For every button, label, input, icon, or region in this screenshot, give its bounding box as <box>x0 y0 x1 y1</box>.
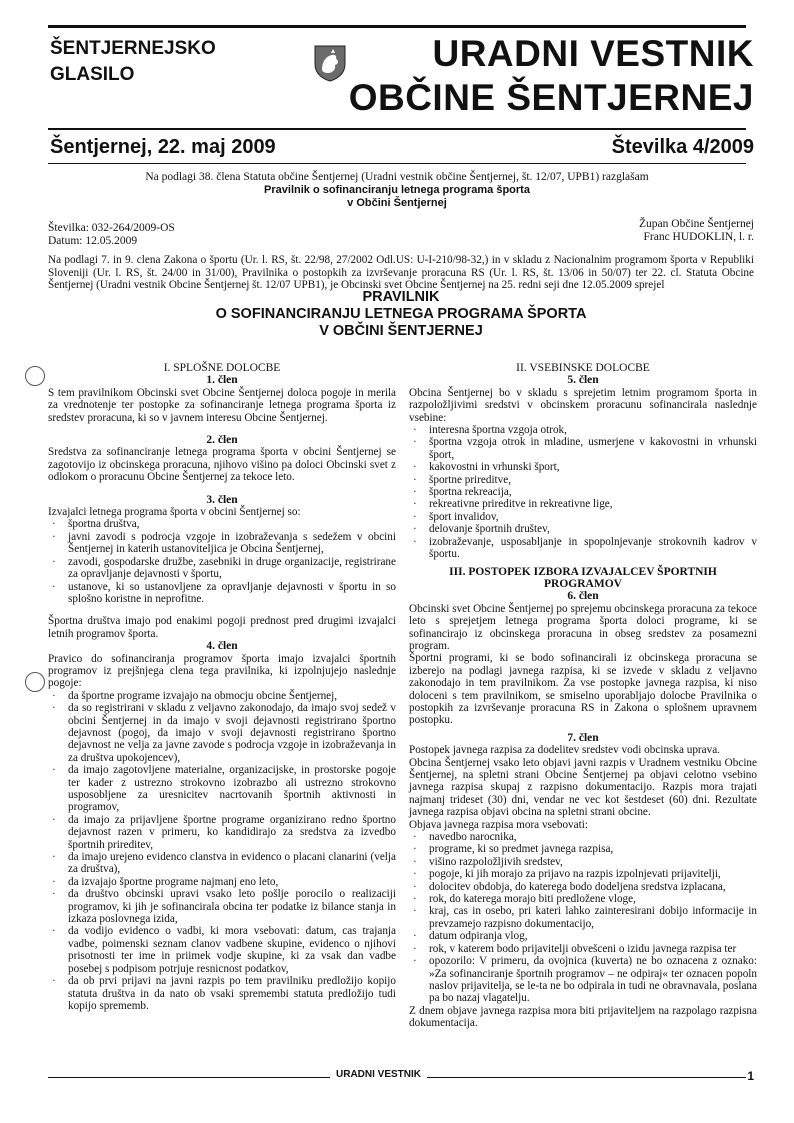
article-text: Pravico do sofinanciranja programov športa imajo izvajalci športnih programov iz prejšnjega clena tega pravilnika, ki izpolnjujejo naslednje pogoje: <box>48 652 396 690</box>
provider-list <box>48 518 396 605</box>
promulgation-title2: v Občini Šentjernej <box>347 197 447 209</box>
conditions-list <box>48 690 396 1013</box>
article-text: Z dnem objave javnega razpisa mora biti prijaviteljem na razpolago razpisna dokumentacija. <box>409 1004 757 1030</box>
punch-hole-icon <box>25 366 45 386</box>
regulation-title-line1: PRAVILNIK <box>362 289 440 305</box>
article-heading: 7. člen <box>567 731 599 744</box>
list-item: · rok, do katerega morajo biti predložene vloge, <box>409 893 757 905</box>
list-item: · da vodijo evidenco o vadbi, ki mora vsebovati: datum, cas trajanja vadbe, poimenski seznam clanov vadbene skupine, evidenco o njihovi prisotnosti ter ime in priimek vodje skupine, ki za vsak dan vadbe posebej s podpisom potrjuje resnicnost podatkov, <box>48 925 396 975</box>
list-item: · dolocitev obdobja, do katerega bodo dodeljena sredstva izplacana, <box>409 881 757 893</box>
list-item: · da imajo zagotovljene materialne, organizacijske, in prostorske pogoje ter kader z ustrezno strokovno izobrazbo ali ustrezno strokovno usposobljene za uresnicitev nacrtovanih športnih aktivnosti in programov, <box>48 764 396 814</box>
promulgation <box>48 171 746 210</box>
article-heading: 2. člen <box>206 434 238 447</box>
list-item: · kakovostni in vrhunski šport, <box>409 461 757 473</box>
regulation-title-line3: V OBČINI ŠENTJERNEJ <box>319 323 483 339</box>
announcement-contents-list <box>409 831 757 1005</box>
publication-name-line1: ŠENTJERNEJSKO <box>50 38 216 59</box>
article-text: Obcina Šentjernej vsako leto objavi javni razpis v Uradnem vestniku Obcine Šentjernej, na spletni strani Obcine Šentjernej pa objavi celotno vsebino javnega razpisa skupaj z razpisno dokumentacijo. Razpis mora trajati najmanj trideset (30) dni, vendar ne vec kot šestdeset (60) dni. Rezultate javnega razpisa objavi obcina na spletni strani obcine. <box>409 756 757 819</box>
article-heading: 6. člen <box>567 590 599 603</box>
article-text: Obcinski svet Obcine Šentjernej po sprejemu obcinskega proracuna za tekoce leto s sprejetjem letnega programa športa doloci programe, ki se sofinancirajo iz obcinskega proracuna in obseg sredstev za posamezni program. <box>409 602 757 652</box>
list-item: · športna društva, <box>48 518 396 530</box>
publication-name-line2: GLASILO <box>50 64 135 85</box>
list-item: · športna vzgoja otrok in mladine, usmerjene v kakovostni in vrhunski šport, <box>409 436 757 461</box>
list-item: · kraj, cas in osebo, pri kateri lahko zainteresirani dobijo informacije in prevzamejo razpisno dokumentacijo, <box>409 905 757 930</box>
page-number: 1 <box>747 1069 754 1083</box>
list-item: · da imajo za prijavljene športne programe organizirano redno športno dejavnost razen v primeru, ko kandidirajo za sredstva za izvedbo športnih prireditev, <box>48 814 396 851</box>
list-item: · rok, v katerem bodo prijavitelji obvešceni o izidu javnega razpisa ter <box>409 943 757 955</box>
list-item: · da imajo urejeno evidenco clanstva in evidenco o placani clanarini (velja za društva), <box>48 851 396 876</box>
masthead-rule <box>48 128 746 130</box>
promulgation-title1: Pravilnik o sofinanciranju letnega programa športa <box>264 184 530 196</box>
list-item: · interesna športna vzgoja otrok, <box>409 424 757 436</box>
top-rule <box>48 25 746 28</box>
signature-block <box>639 218 754 244</box>
list-item: · delovanje športnih društev, <box>409 523 757 535</box>
list-item: · programe, ki so predmet javnega razpisa, <box>409 843 757 855</box>
article-text: Obcina Šentjernej bo v skladu s sprejetim letnim programom športa in razpoložljivimi sredstvi v obcinskem proracunu sofinancirala naslednje vsebine: <box>409 386 757 424</box>
content-list <box>409 424 757 560</box>
section-heading: III. POSTOPEK IZBORA IZVAJALCEV ŠPORTNIH <box>449 565 717 578</box>
document-meta <box>48 222 175 248</box>
left-column <box>48 362 396 1012</box>
section-heading: I. SPLOŠNE DOLOCBE <box>163 362 281 374</box>
article-text: Postopek javnega razpisa za dodelitev sredstev vodi obcinska uprava. <box>409 744 720 757</box>
right-column <box>409 362 757 1030</box>
article-heading: 5. člen <box>567 374 599 387</box>
footer-label: URADNI VESTNIK <box>330 1069 427 1080</box>
dateline-rule <box>48 163 746 164</box>
article-text: Izvajalci letnega programa športa v obcini Šentjernej so: <box>48 506 301 519</box>
document-date: Datum: 12.05.2009 <box>48 235 138 247</box>
punch-hole-icon <box>25 672 45 692</box>
article-text: Športna društva imajo pod enakimi pogoji prednost pred drugimi izvajalci letnih programov športa. <box>48 615 396 640</box>
article-text: S tem pravilnikom Obcinski svet Obcine Šentjernej doloca pogoje in merila za vrednotenje ter postopke za sofinanciranje letnega programa športa iz sredstev proracuna, ki so v javnem interesu Obcine Šentjernej. <box>48 386 396 424</box>
list-item: · da so registrirani v skladu z veljavno zakonodajo, da imajo svoj sedež v obcini Šentjernej in da imajo v svoji dejavnosti registrirano športno dejavnost (pogoj, da imajo v svoji dejavnosti registrirano športno dejavnost ne velja za javne zavode s podrocja vzgoje in izobraževanja in za društva upokojencev), <box>48 702 396 764</box>
coat-of-arms-icon <box>313 44 347 82</box>
article-heading: 4. člen <box>206 640 238 653</box>
list-item: · zavodi, gospodarske družbe, zasebniki in druge organizacije, registrirane za opravljanje dejavnosti v športu, <box>48 556 396 581</box>
promulgation-text: Na podlagi 38. člena Statuta občine Šentjernej (Uradni vestnik občine Šentjernej, št. 12/07, UPB1) razglašam <box>145 171 649 183</box>
article-heading: 3. člen <box>206 493 238 506</box>
publication-name <box>50 36 216 88</box>
list-item: · športna rekreacija, <box>409 486 757 498</box>
mayor-title: Župan Občine Šentjernej <box>639 218 754 230</box>
document-number: Številka: 032-264/2009-OS <box>48 222 175 234</box>
list-item: · navedbo narocnika, <box>409 831 757 843</box>
list-item: · opozorilo: V primeru, da ovojnica (kuverta) ne bo oznacena z oznako: »Za sofinanciranje športnih programov – ne odpiraj« ter oznacen popoln naslov prijavitelja, se le-ta ne bo odpirala in tudi ne obravnavala, poslana pa bo nazaj vlagatelju. <box>409 955 757 1005</box>
article-text: Sredstva za sofinanciranje letnega programa športa v obcini Šentjernej se zagotovijo iz obcinskega proracuna, njihovo višino pa doloci Obcinski svet z odlokom o proracunu Obcine Šentjernej za tekoce leto. <box>48 446 396 484</box>
list-item: · pogoje, ki jih morajo za prijavo na razpis izpolnjevati prijavitelji, <box>409 868 757 880</box>
issue-number: Številka 4/2009 <box>611 136 754 158</box>
preamble: Na podlagi 7. in 9. clena Zakona o športu (Ur. l. RS, št. 22/98, 27/2002 Odl.US: U-I-210/98-32,) in v skladu z Nacionalnim programom športa v Republiki Sloveniji (Ur. l. RS, št. 24/00 in 31/00), Pravilnika o postopkih za izvrševanje proracuna RS (Ur. l. RS, št. 13/06 in 50/07) ter 22. cl. Statuta Obcine Šentjernej (Uradni vestnik Obcine Šentjernej št. 12/07 UPB1), je Obcinski svet Obcine Šentjernej na 25. redni seji dne 12.05.2009 sprejel <box>48 254 754 291</box>
masthead-title <box>349 32 754 120</box>
list-item: · datum odpiranja vlog, <box>409 930 757 942</box>
section-heading-cont: PROGRAMOV <box>544 577 622 590</box>
masthead-line1: URADNI VESTNIK <box>432 33 754 74</box>
issue-date: Šentjernej, 22. maj 2009 <box>50 136 276 158</box>
list-item: · ustanove, ki so ustanovljene za opravljanje dejavnosti v športu in so splošno koristne in neprofitne. <box>48 581 396 606</box>
article-heading: 1. člen <box>206 374 238 387</box>
article-text: Športni programi, ki se bodo sofinancirali iz obcinskega proracuna se izberejo na podlagi javnega razpisa, ki se izvede v skladu z veljavno zakonodajo in tem pravilnikom. Za vse postopke javnega razpisa, ki niso doloceni s tem pravilnikom, se smiselno uporabljajo dolocbe Pravilnika o postopkih za izvrševanje proracuna RS in Zakona o splošnem upravnem postopku. <box>409 652 757 727</box>
article-text: Objava javnega razpisa mora vsebovati: <box>409 818 588 831</box>
list-item: · športne prireditve, <box>409 474 757 486</box>
masthead-line2: OBČINE ŠENTJERNEJ <box>348 77 754 118</box>
list-item: · da društvo obcinski upravi vsako leto pošlje porocilo o realizaciji programov, ki jih je sofinancirala obcina ter podatke iz bilance stanja in izkaza poslovnega izida, <box>48 888 396 925</box>
list-item: · višino razpoložljivih sredstev, <box>409 856 757 868</box>
regulation-title-line2: O SOFINANCIRANJU LETNEGA PROGRAMA ŠPORTA <box>215 306 587 322</box>
mayor-name: Franc HUDOKLIN, l. r. <box>643 231 754 243</box>
list-item: · da izvajajo športne programe najmanj eno leto, <box>48 876 396 888</box>
regulation-title <box>48 289 754 340</box>
list-item: · rekreativne prireditve in rekreativne lige, <box>409 498 757 510</box>
section-heading: II. VSEBINSKE DOLOCBE <box>516 362 650 374</box>
list-item: · da športne programe izvajajo na obmocju obcine Šentjernej, <box>48 690 396 702</box>
list-item: · šport invalidov, <box>409 511 757 523</box>
list-item: · javni zavodi s podrocja vzgoje in izobraževanja s sedežem v obcini Šentjernej in katerih ustanoviteljica je Obcina Šentjernej, <box>48 531 396 556</box>
list-item: · da ob prvi prijavi na javni razpis po tem pravilniku predložijo kopijo statuta društva in da nato ob vsaki spremembi statuta predložijo tudi kopijo sprememb. <box>48 975 396 1012</box>
list-item: · izobraževanje, usposabljanje in spopolnjevanje strokovnih kadrov v športu. <box>409 536 757 561</box>
